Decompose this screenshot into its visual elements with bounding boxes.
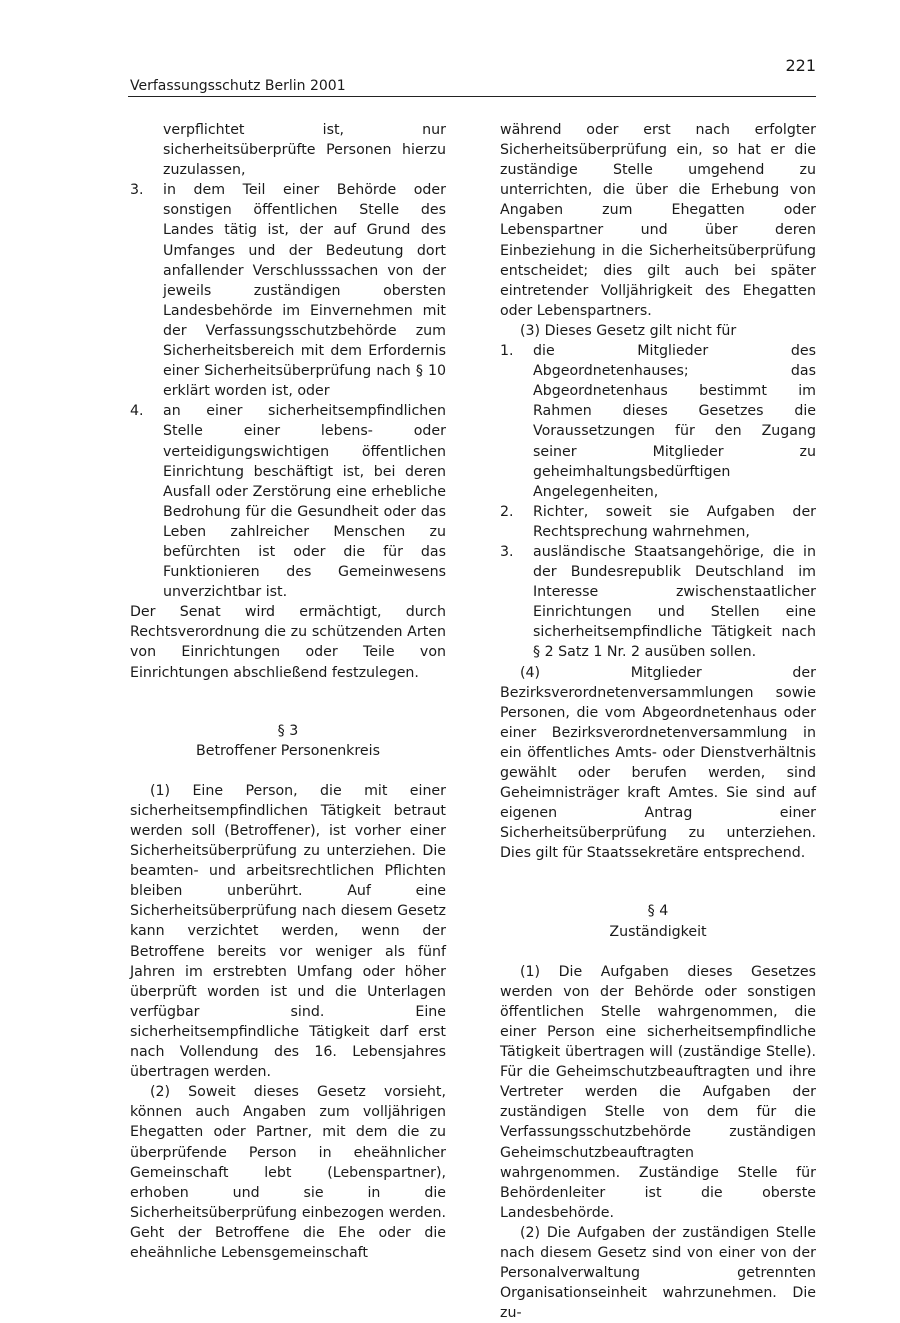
- list-item-text: ausländische Staatsangehörige, die in der Bundesrepublik Deutschland im Interesse zwischenstaatlicher Einrichtungen und Stellen eine sicherheitsempfindliche Tätigkeit nach § 2 Satz 1 Nr. 2 ausüben sollen.: [533, 543, 816, 661]
- page-number: 221: [785, 56, 816, 75]
- list-item-text: in dem Teil einer Behörde oder sonstigen öffentlichen Stelle des Landes tätig ist, der auf Grund des Umfanges und der Bedeutung dort anfallender Verschlusssachen von der jeweils zuständigen obersten Landesbehörde im Einvernehmen mit der Verfassungsschutzbehörde zum Sicherheitsbereich mit dem Erfordernis einer Sicherheitsüberprüfung nach § 10 erklärt worden ist, oder: [163, 182, 446, 400]
- left-column: [130, 120, 446, 1263]
- list-item-2: [500, 502, 816, 542]
- spacer: [130, 683, 446, 721]
- running-header: Verfassungsschutz Berlin 2001: [130, 78, 346, 94]
- list-item-number: 3.: [500, 543, 514, 560]
- list-item-continuation: verpflichtet ist, nur sicherheitsüberprüfte Personen hierzu zuzulassen,: [163, 122, 446, 179]
- paragraph-3-intro: (3) Dieses Gesetz gilt nicht für: [520, 322, 737, 339]
- list-item-text: an einer sicherheitsempfindlichen Stelle einer lebens- oder verteidigungswichtigen öffentlichen Einrichtung beschäftigt ist, bei deren Ausfall oder Zerstörung eine erhebliche Bedrohung für die Gesundheit oder das Leben zahlreicher Menschen zu befürchten ist oder die für das Funktionieren des Gemeinwesens unverzichtbar ist.: [163, 403, 446, 601]
- section-title: Zuständigkeit: [609, 923, 707, 940]
- list-item-number: 4.: [130, 403, 144, 420]
- section-number: § 4: [647, 903, 669, 920]
- list-item-text: Richter, soweit sie Aufgaben der Rechtsprechung wahrnehmen,: [533, 503, 816, 540]
- section-number: § 3: [277, 722, 299, 739]
- right-column: [500, 120, 816, 1323]
- list-item-3: [130, 180, 446, 401]
- paragraph-2: (2) Soweit dieses Gesetz vorsieht, können auch Angaben zum volljährigen Ehegatten oder Partner, mit dem die zu überprüfende Person in eheähnlicher Gemeinschaft lebt (Lebenspartner), erhoben und sie in die Sicherheitsüberprüfung einbezogen werden. Geht der Betroffene die Ehe oder die eheähnliche Lebensgemeinschaft: [130, 1084, 446, 1261]
- list-item-number: 2.: [500, 503, 514, 520]
- list-item-1: [500, 341, 816, 502]
- list-item-4: [130, 401, 446, 602]
- section-title: Betroffener Personenkreis: [196, 742, 380, 759]
- spacer: [500, 863, 816, 901]
- spacer: [500, 942, 816, 962]
- paragraph-2-continuation: während oder erst nach erfolgter Sicherheitsüberprüfung ein, so hat er die zuständige Stelle umgehend zu unterrichten, die über die Erhebung von Angaben zum Ehegatten oder Lebenspartner und über deren Einbeziehung in die Sicherheitsüberprüfung entscheidet; dies gilt auch bei später eintretender Volljährigkeit des Ehegatten oder Lebenspartners.: [500, 122, 816, 319]
- paragraph-1: (1) Die Aufgaben dieses Gesetzes werden von der Behörde oder sonstigen öffentlichen Stelle wahrgenommen, die einer Person eine sicherheitsempfindliche Tätigkeit übertragen will (zuständige Stelle). Für die Geheimschutzbeauftragten und ihre Vertreter werden die Aufgaben der zuständigen Stelle von dem für die Verfassungsschutzbehörde zuständigen Geheimschutzbeauftragten wahrgenommen. Zuständige Stelle für Behördenleiter ist die oberste Landesbehörde.: [500, 963, 816, 1221]
- paragraph-2: (2) Die Aufgaben der zuständigen Stelle nach diesem Gesetz sind von einer von der Personalverwaltung getrennten Organisationseinheit wahrzunehmen. Die zu-: [500, 1224, 816, 1322]
- list-item-text: die Mitglieder des Abgeordnetenhauses; das Abgeordnetenhaus bestimmt im Rahmen dieses Gesetzes die Voraussetzungen für den Zugang seiner Mitglieder zu geheimhaltungsbedürftigen Angelegenheiten,: [533, 343, 816, 500]
- header-rule: [128, 96, 816, 97]
- list-item-3: [500, 542, 816, 663]
- paragraph-4: (4) Mitglieder der Bezirksverordnetenversammlungen sowie Personen, die vom Abgeordnetenhaus oder einer Bezirksverordnetenversammlung in ein öffentliches Amts- oder Dienstverhältnis gewählt oder berufen werden, sind Geheimnisträger kraft Amtes. Sie sind auf eigenen Antrag einer Sicherheitsüberprüfung zu unterziehen. Dies gilt für Staatssekretäre entsprechend.: [500, 664, 816, 862]
- list-item-number: 1.: [500, 343, 514, 360]
- senat-paragraph: Der Senat wird ermächtigt, durch Rechtsverordnung die zu schützenden Arten von Einrichtungen oder Teile von Einrichtungen abschließend festzulegen.: [130, 604, 446, 681]
- spacer: [130, 761, 446, 781]
- list-item-number: 3.: [130, 182, 144, 199]
- paragraph-1: (1) Eine Person, die mit einer sicherheitsempfindlichen Tätigkeit betraut werden soll (Betroffener), ist vorher einer Sicherheitsüberprüfung zu unterziehen. Die beamten- und arbeitsrechtlichen Pflichten bleiben unberührt. Auf eine Sicherheitsüberprüfung nach diesem Gesetz kann verzichtet werden, wenn der Betroffene bereits vor weniger als fünf Jahren im erstrebten Umfang oder höher überprüft worden ist und die Unterlagen verfügbar sind. Eine sicherheitsempfindliche Tätigkeit darf erst nach Vollendung des 16. Lebensjahres übertragen werden.: [130, 782, 446, 1081]
